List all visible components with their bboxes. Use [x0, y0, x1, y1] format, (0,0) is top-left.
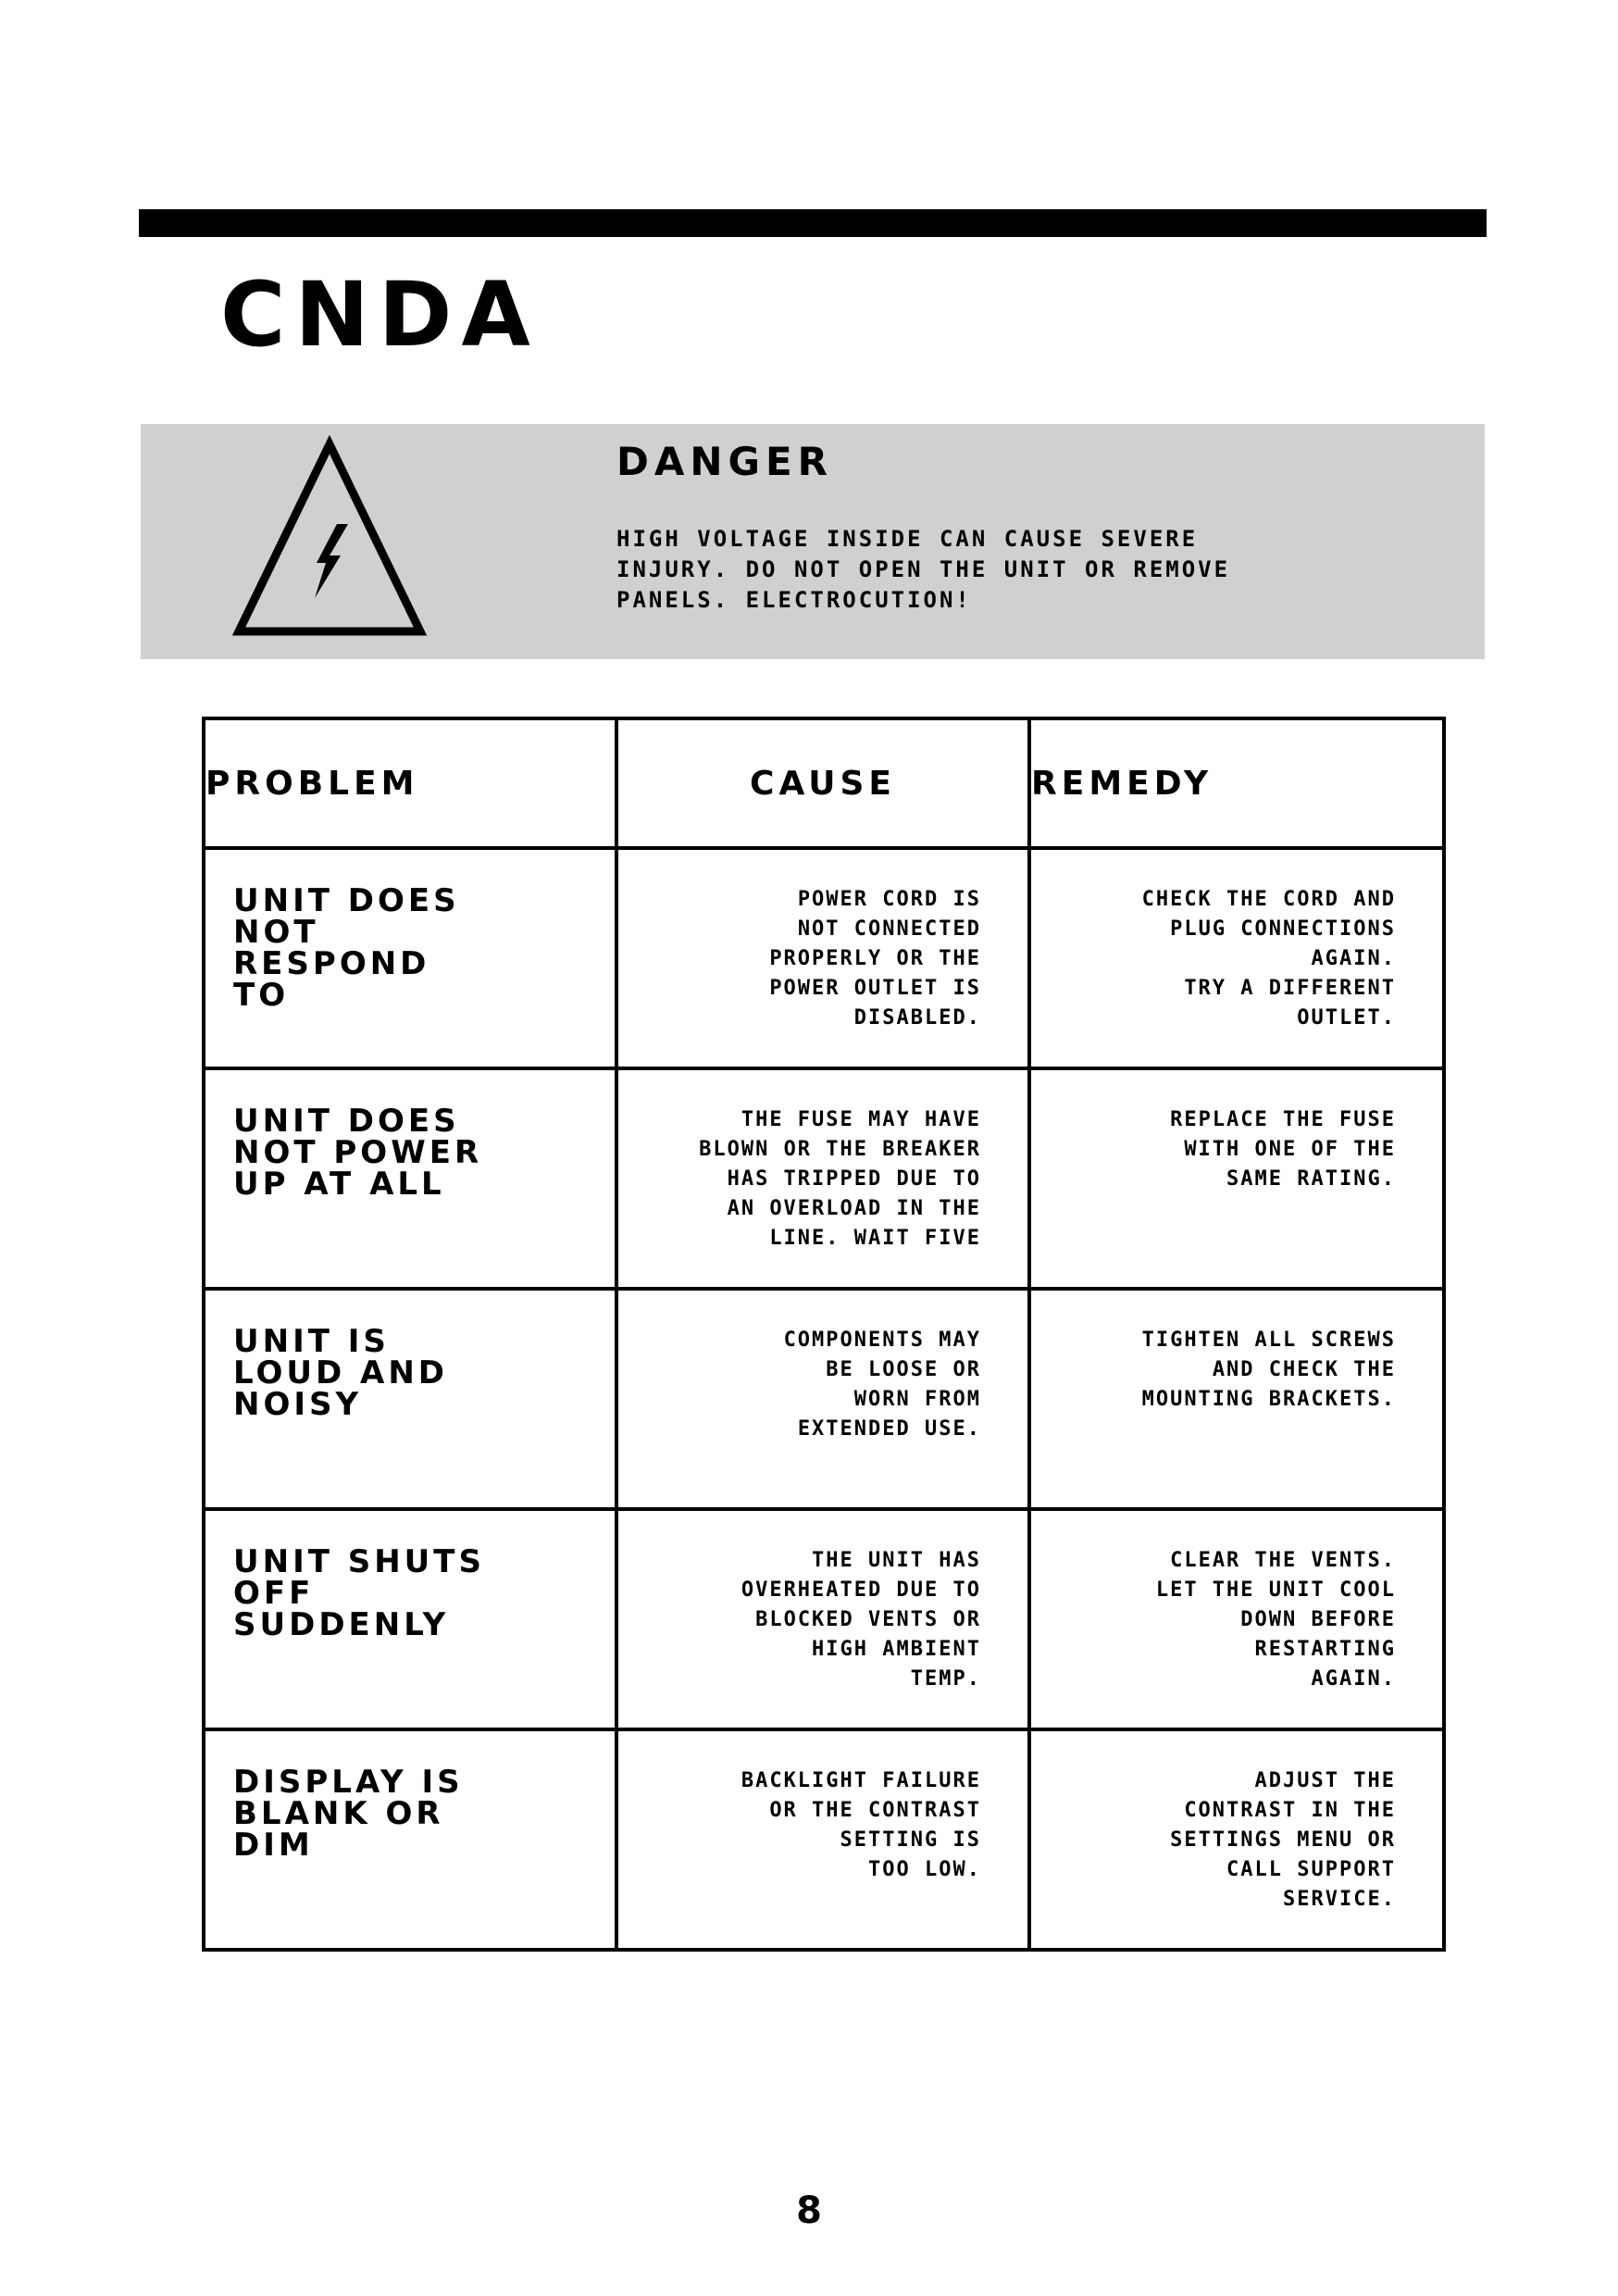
remedy-cell: ADJUST THE CONTRAST IN THE SETTINGS MENU OR CALL SUPPORT SERVICE.	[1029, 1729, 1444, 1950]
remedy-cell: CLEAR THE VENTS. LET THE UNIT COOL DOWN BEFORE RESTARTING AGAIN.	[1029, 1509, 1444, 1729]
header-cause: CAUSE	[616, 718, 1029, 848]
table-row	[204, 1289, 1444, 1509]
problem-cell: UNIT DOES NOT POWER UP AT ALL	[204, 1068, 616, 1289]
warning-title: DANGER	[616, 439, 834, 484]
remedy-cell: REPLACE THE FUSE WITH ONE OF THE SAME RATING.	[1029, 1068, 1444, 1289]
page-title: CNDA	[220, 263, 540, 367]
remedy-cell: TIGHTEN ALL SCREWS AND CHECK THE MOUNTING BRACKETS.	[1029, 1289, 1444, 1509]
problem-cell: UNIT DOES NOT RESPOND TO	[204, 848, 616, 1068]
problem-cell: UNIT SHUTS OFF SUDDENLY	[204, 1509, 616, 1729]
table-row	[204, 848, 1444, 1068]
cause-cell: POWER CORD IS NOT CONNECTED PROPERLY OR THE POWER OUTLET IS DISABLED.	[616, 848, 1029, 1068]
problem-cell: UNIT IS LOUD AND NOISY	[204, 1289, 616, 1509]
remedy-cell: CHECK THE CORD AND PLUG CONNECTIONS AGAIN. TRY A DIFFERENT OUTLET.	[1029, 848, 1444, 1068]
page-number: 8	[796, 2190, 822, 2232]
cause-cell: BACKLIGHT FAILURE OR THE CONTRAST SETTING IS TOO LOW.	[616, 1729, 1029, 1950]
header-remedy: REMEDY	[1029, 718, 1444, 848]
table-row	[204, 1729, 1444, 1950]
table-row	[204, 1509, 1444, 1729]
high-voltage-warning-icon	[231, 435, 428, 641]
header-problem: PROBLEM	[204, 718, 616, 848]
cause-cell: THE FUSE MAY HAVE BLOWN OR THE BREAKER HAS TRIPPED DUE TO AN OVERLOAD IN THE LINE. WAIT FIVE	[616, 1068, 1029, 1289]
troubleshooting-table	[202, 717, 1446, 1952]
top-rule	[139, 209, 1487, 237]
problem-cell: DISPLAY IS BLANK OR DIM	[204, 1729, 616, 1950]
table-row	[204, 1068, 1444, 1289]
cause-cell: THE UNIT HAS OVERHEATED DUE TO BLOCKED VENTS OR HIGH AMBIENT TEMP.	[616, 1509, 1029, 1729]
warning-text: HIGH VOLTAGE INSIDE CAN CAUSE SEVERE INJURY. DO NOT OPEN THE UNIT OR REMOVE PANELS. ELECTROCUTION!	[616, 526, 1231, 613]
cause-cell: COMPONENTS MAY BE LOOSE OR WORN FROM EXTENDED USE.	[616, 1289, 1029, 1509]
table-header-row	[204, 718, 1444, 848]
